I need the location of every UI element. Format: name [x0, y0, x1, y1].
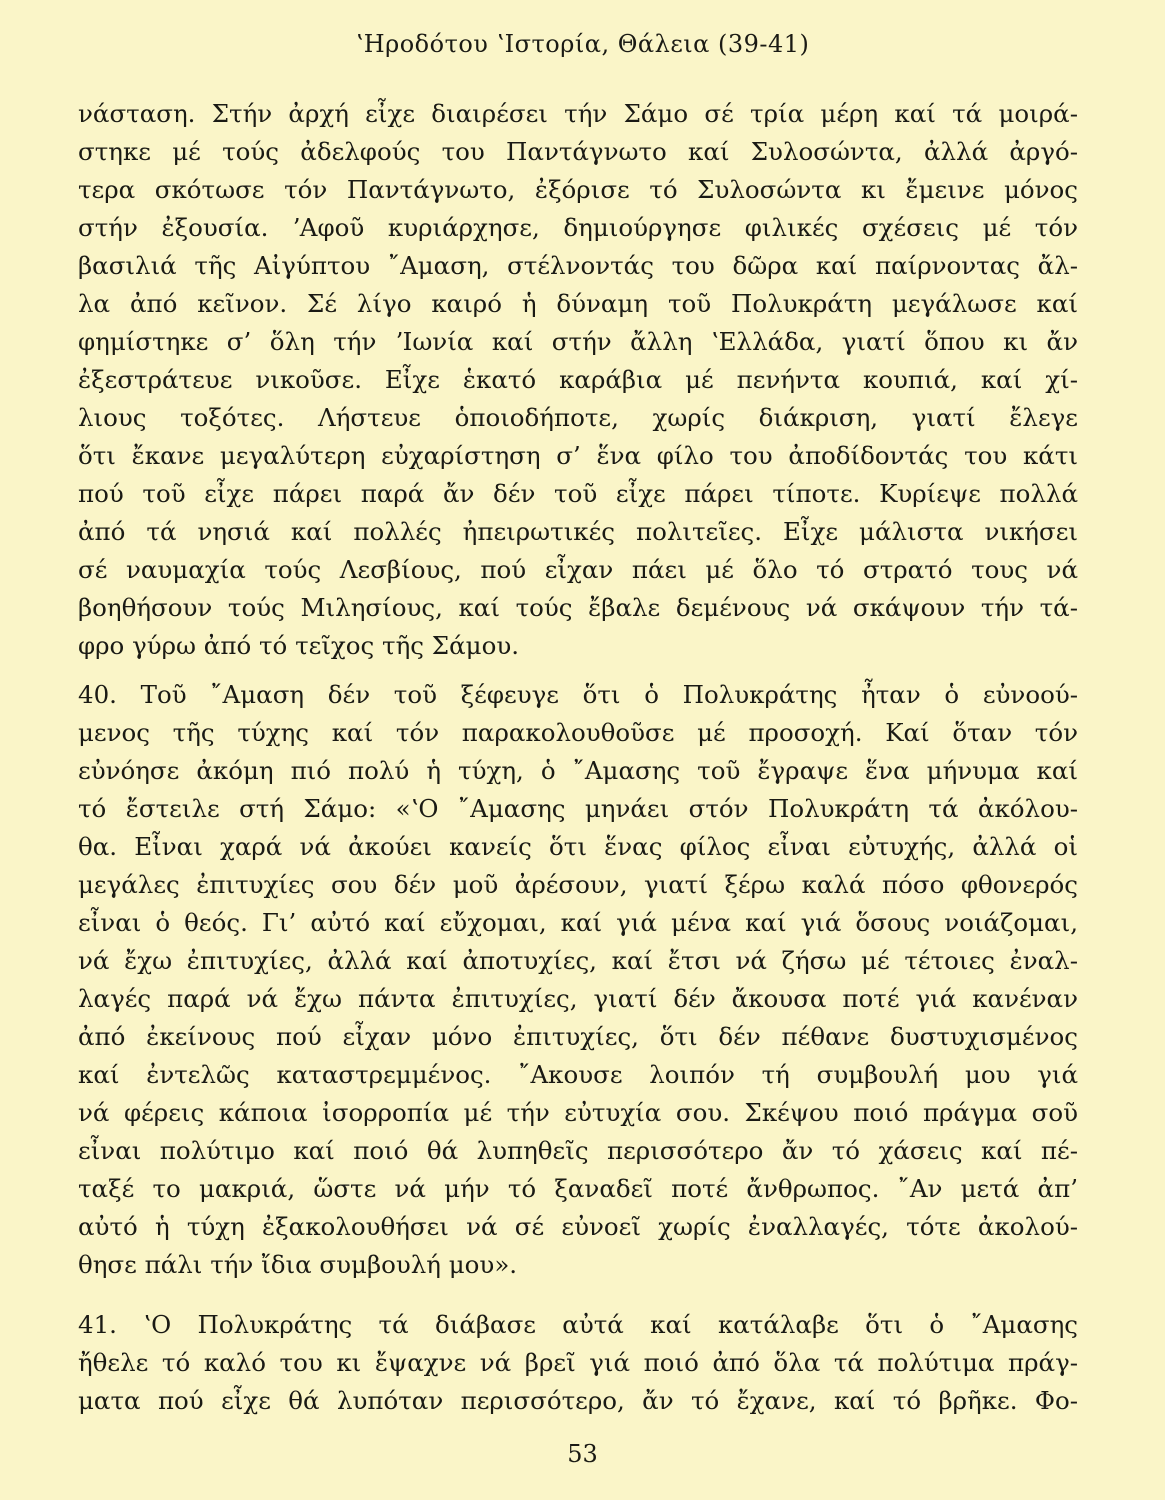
text-line: τό ἔστειλε στή Σάμο: «ʽΟ ῎Αμασης μηνάει στόν Πολυκράτη τά ἀκόλου-: [78, 794, 1078, 823]
text-line: εἶναι ὁ θεός. Γι’ αὐτό καί εὔχομαι, καί γιά μένα καί γιά ὅσους νοιάζομαι,: [78, 908, 1078, 937]
running-header: ʽΗροδότου ʽΙστορία, Θάλεια (39-41): [355, 30, 810, 58]
text-line: θα. Εἶναι χαρά νά ἀκούει κανείς ὅτι ἕνας φίλος εἶναι εὐτυχής, ἀλλά οἱ: [78, 832, 1078, 861]
text-line: πού τοῦ εἶχε πάρει παρά ἄν δέν τοῦ εἶχε πάρει τίποτε. Κυρίεψε πολλά: [78, 479, 1078, 508]
text-line: καί ἐντελῶς καταστρεμμένος. ῎Ακουσε λοιπόν τή συμβουλή μου γιά: [78, 1060, 1078, 1089]
text-line: εὐνόησε ἀκόμη πιό πολύ ἡ τύχη, ὁ ῎Αμασης τοῦ ἔγραψε ἕνα μήνυμα καί: [78, 756, 1078, 785]
text-line: ταξέ το μακριά, ὥστε νά μήν τό ξαναδεῖ ποτέ ἄνθρωπος. ῎Αν μετά ἀπ’: [78, 1174, 1078, 1203]
text-line: βοηθήσουν τούς Μιλησίους, καί τούς ἔβαλε δεμένους νά σκάψουν τήν τά-: [78, 593, 1078, 622]
text-line: νάσταση. Στήν ἀρχή εἶχε διαιρέσει τήν Σάμο σέ τρία μέρη καί τά μοιρά-: [78, 99, 1078, 128]
text-line: λαγές παρά νά ἔχω πάντα ἐπιτυχίες, γιατί δέν ἄκουσα ποτέ γιά κανέναν: [78, 984, 1078, 1013]
text-line: νά ἔχω ἐπιτυχίες, ἀλλά καί ἀποτυχίες, καί ἔτσι νά ζήσω μέ τέτοιες ἐναλ-: [78, 946, 1078, 975]
page-number: 53: [567, 1440, 598, 1468]
text-line: φρο γύρω ἀπό τό τεῖχος τῆς Σάμου.: [78, 631, 519, 660]
text-line: μεγάλες ἐπιτυχίες σου δέν μοῦ ἀρέσουν, γιατί ξέρω καλά πόσο φθονερός: [78, 870, 1078, 899]
text-line: ἐξεστράτευε νικοῦσε. Εἶχε ἑκατό καράβια μέ πενήντα κουπιά, καί χί-: [78, 365, 1078, 394]
text-line: στηκε μέ τούς ἀδελφούς του Παντάγνωτο καί Συλοσώντα, ἀλλά ἀργό-: [78, 137, 1078, 166]
text-line: νά φέρεις κάποια ἰσορροπία μέ τήν εὐτυχία σου. Σκέψου ποιό πράγμα σοῦ: [78, 1098, 1078, 1127]
text-line: λα ἀπό κεῖνον. Σέ λίγο καιρό ἡ δύναμη τοῦ Πολυκράτη μεγάλωσε καί: [78, 289, 1078, 318]
paragraph-continuation: [78, 95, 1078, 665]
paragraph-40: [78, 676, 1078, 1284]
text-line: θησε πάλι τήν ἴδια συμβουλή μου».: [78, 1250, 518, 1279]
text-line: αὐτό ἡ τύχη ἐξακολουθήσει νά σέ εὐνοεῖ χωρίς ἐναλλαγές, τότε ἀκολού-: [78, 1212, 1078, 1241]
text-line: εἶναι πολύτιμο καί ποιό θά λυπηθεῖς περισσότερο ἄν τό χάσεις καί πέ-: [78, 1136, 1078, 1165]
text-line: τερα σκότωσε τόν Παντάγνωτο, ἐξόρισε τό Συλοσώντα κι ἔμεινε μόνος: [78, 175, 1078, 204]
text-line: 40. Τοῦ ῎Αμαση δέν τοῦ ξέφευγε ὅτι ὁ Πολυκράτης ἦταν ὁ εὐνοού-: [78, 680, 1078, 709]
text-line: στήν ἐξουσία. ʼΑφοῦ κυριάρχησε, δημιούργησε φιλικές σχέσεις μέ τόν: [78, 213, 1078, 242]
text-line: λιους τοξότες. Λήστευε ὁποιοδήποτε, χωρίς διάκριση, γιατί ἔλεγε: [78, 403, 1078, 432]
text-line: μενος τῆς τύχης καί τόν παρακολουθοῦσε μέ προσοχή. Καί ὅταν τόν: [78, 718, 1078, 747]
text-line: ἤθελε τό καλό του κι ἔψαχνε νά βρεῖ γιά ποιό ἀπό ὅλα τά πολύτιμα πράγ-: [78, 1348, 1078, 1377]
text-line: ὅτι ἔκανε μεγαλύτερη εὐχαρίστηση σ’ ἕνα φίλο του ἀποδίδοντάς του κάτι: [78, 441, 1078, 470]
text-line: σέ ναυμαχία τούς Λεσβίους, πού εἶχαν πάει μέ ὅλο τό στρατό τους νά: [78, 555, 1078, 584]
text-line: ἀπό ἐκείνους πού εἶχαν μόνο ἐπιτυχίες, ὅτι δέν πέθανε δυστυχισμένος: [78, 1022, 1078, 1051]
text-line: ἀπό τά νησιά καί πολλές ἠπειρωτικές πολιτεῖες. Εἶχε μάλιστα νικήσει: [78, 517, 1078, 546]
text-line: φημίστηκε σ’ ὅλη τήν ʼΙωνία καί στήν ἄλλη ʽΕλλάδα, γιατί ὅπου κι ἄν: [78, 327, 1078, 356]
text-line: 41. ʽΟ Πολυκράτης τά διάβασε αὐτά καί κατάλαβε ὅτι ὁ ῎Αμασης: [78, 1310, 1078, 1339]
text-line: ματα πού εἶχε θά λυπόταν περισσότερο, ἄν τό ἔχανε, καί τό βρῆκε. Φο-: [78, 1386, 1078, 1415]
paragraph-41: [78, 1306, 1078, 1420]
text-line: βασιλιά τῆς Αἰγύπτου ῎Αμαση, στέλνοντάς του δῶρα καί παίρνοντας ἄλ-: [78, 251, 1078, 280]
